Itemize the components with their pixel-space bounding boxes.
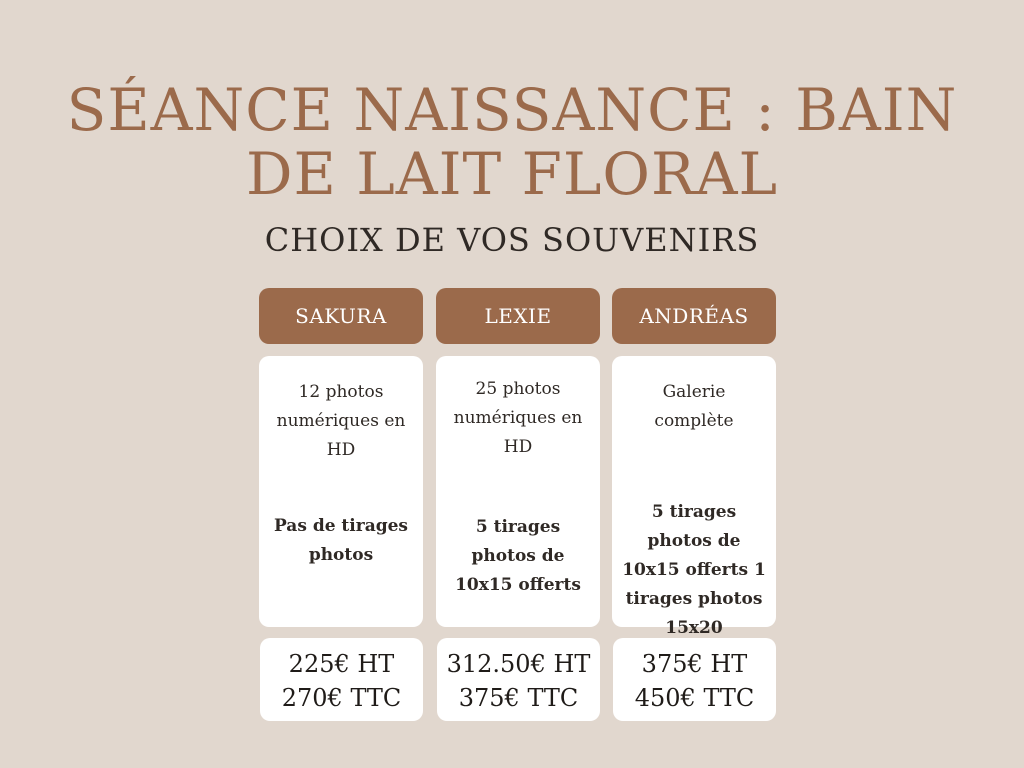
package-price-card — [260, 638, 423, 721]
price-ht: 375€ HT — [641, 650, 748, 678]
package-details-card — [436, 356, 600, 627]
price-ttc: 450€ TTC — [634, 684, 755, 712]
price-ht: 312.50€ HT — [446, 650, 591, 678]
package-price-card — [613, 638, 776, 721]
package-details-card — [612, 356, 776, 638]
page-title: SÉANCE NAISSANCE : BAIN DE LAIT FLORAL — [66, 76, 958, 208]
package-name: LEXIE — [436, 288, 600, 344]
package-prints: 5 tirages photos de 10x15 offerts 1 tirages photos 15x20 — [622, 502, 766, 638]
package-name: SAKURA — [259, 288, 423, 344]
price-ht: 225€ HT — [288, 650, 395, 678]
page-subtitle: CHOIX DE VOS SOUVENIRS — [264, 221, 760, 259]
package-name: ANDRÉAS — [612, 288, 776, 344]
price-ttc: 270€ TTC — [281, 684, 402, 712]
package-digital-photos: Galerie complète — [654, 382, 734, 431]
package-details-card — [259, 356, 423, 627]
package-prints: Pas de tirages photos — [273, 516, 408, 565]
package-prints: 5 tirages photos de 10x15 offerts — [455, 517, 581, 595]
package-digital-photos: 12 photos numériques en HD — [276, 382, 406, 460]
price-ttc: 375€ TTC — [458, 684, 579, 712]
package-price-card — [437, 638, 600, 721]
package-digital-photos: 25 photos numériques en HD — [453, 379, 583, 457]
